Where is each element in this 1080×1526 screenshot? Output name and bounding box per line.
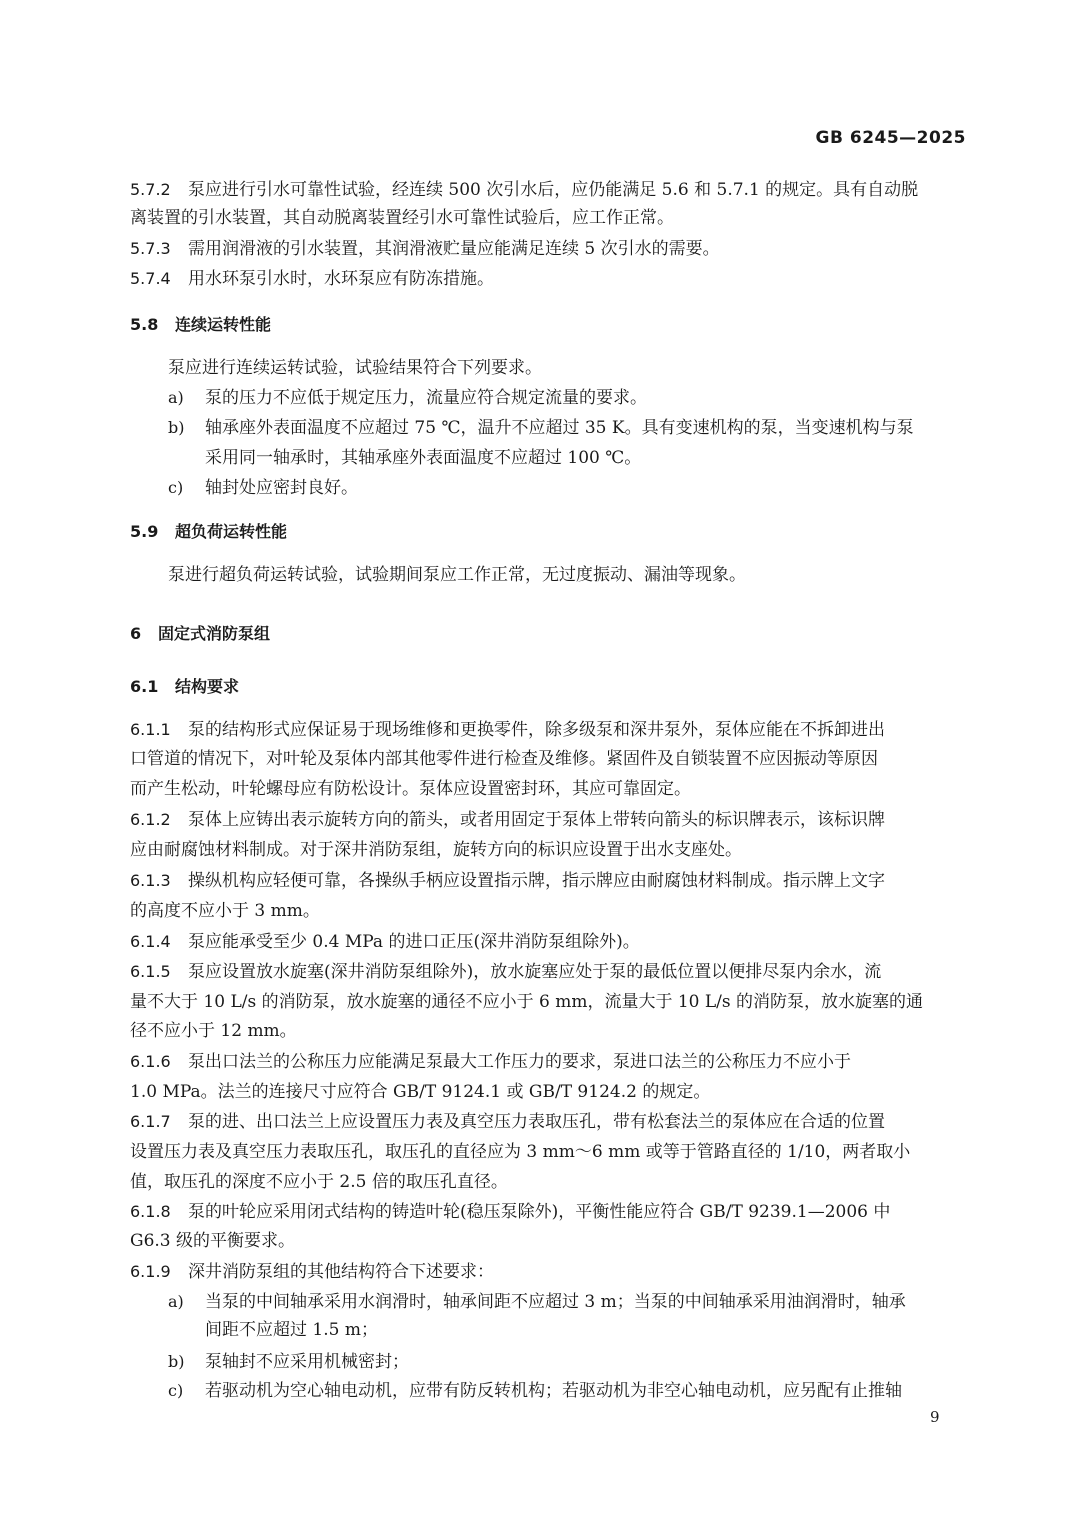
clause-text: 径不应小于 12 mm。 (130, 1021, 297, 1041)
clause-text: 泵体上应铸出表示旋转方向的箭头，或者用固定于泵体上带转向箭头的标识牌表示，该标识牌 (188, 810, 885, 830)
page-number: 9 (930, 1408, 940, 1426)
clause-text: 的高度不应小于 3 mm。 (130, 901, 320, 921)
list-marker: a) (168, 388, 184, 407)
clause-number: 5.7.4 (130, 269, 171, 288)
list-marker: c) (168, 478, 184, 497)
list-item-text: 轴承座外表面温度不应超过 75 ℃，温升不应超过 35 K。具有变速机构的泵，当变速机构与泵 (205, 418, 914, 438)
section-number: 6.1 (130, 677, 159, 696)
section-title: 超负荷运转性能 (175, 522, 288, 541)
list-item-text: 泵的压力不应低于规定压力，流量应符合规定流量的要求。 (205, 388, 647, 408)
clause-number: 6.1.2 (130, 810, 171, 829)
clause-number: 6.1.8 (130, 1202, 171, 1221)
clause-text: 泵应设置放水旋塞(深井消防泵组除外)，放水旋塞应处于泵的最低位置以便排尽泵内余水，流 (188, 962, 882, 982)
clause-number: 5.7.3 (130, 239, 171, 258)
clause-number: 5.7.2 (130, 180, 171, 199)
clause-text: 量不大于 10 L/s 的消防泵，放水旋塞的通径不应小于 6 mm，流量大于 10 L/s 的消防泵，放水旋塞的通 (130, 992, 924, 1012)
chapter-title: 固定式消防泵组 (158, 624, 271, 643)
clause-text: 泵应能承受至少 0.4 MPa 的进口正压(深井消防泵组除外)。 (188, 932, 640, 952)
clause-text: 离装置的引水装置，其自动脱离装置经引水可靠性试验后，应工作正常。 (130, 208, 674, 228)
list-marker: a) (168, 1292, 184, 1311)
clause-number: 6.1.3 (130, 871, 171, 890)
clause-number: 6.1.7 (130, 1112, 171, 1131)
standard-number: GB 6245—2025 (815, 128, 966, 148)
section-title: 结构要求 (175, 677, 240, 696)
clause-text: 1.0 MPa。法兰的连接尺寸应符合 GB/T 9124.1 或 GB/T 9124.2 的规定。 (130, 1082, 711, 1102)
clause-text: 深井消防泵组的其他结构符合下述要求： (188, 1262, 494, 1282)
clause-text: 泵出口法兰的公称压力应能满足泵最大工作压力的要求，泵进口法兰的公称压力不应小于 (188, 1052, 851, 1072)
list-item-text: 若驱动机为空心轴电动机，应带有防反转机构；若驱动机为非空心轴电动机，应另配有止推轴 (205, 1381, 902, 1401)
list-item-text: 泵轴封不应采用机械密封； (205, 1352, 409, 1372)
list-marker: b) (168, 418, 185, 437)
section-number: 5.8 (130, 315, 159, 334)
list-item-text: 采用同一轴承时，其轴承座外表面温度不应超过 100 ℃。 (205, 448, 642, 468)
clause-text: 而产生松动，叶轮螺母应有防松设计。泵体应设置密封环，其应可靠固定。 (130, 779, 691, 799)
clause-text: 泵的结构形式应保证易于现场维修和更换零件，除多级泵和深井泵外，泵体应能在不拆卸进出 (188, 720, 885, 740)
clause-text: 需用润滑液的引水装置，其润滑液贮量应能满足连续 5 次引水的需要。 (188, 239, 720, 259)
paragraph-text: 泵进行超负荷运转试验，试验期间泵应工作正常，无过度振动、漏油等现象。 (168, 565, 746, 585)
clause-text: 用水环泵引水时，水环泵应有防冻措施。 (188, 269, 494, 289)
chapter-number: 6 (130, 624, 142, 643)
clause-number: 6.1.9 (130, 1262, 171, 1281)
paragraph-text: 泵应进行连续运转试验，试验结果符合下列要求。 (168, 358, 542, 378)
clause-text: 口管道的情况下，对叶轮及泵体内部其他零件进行检查及维修。紧固件及自锁装置不应因振动等原因 (130, 749, 878, 769)
list-item-text: 间距不应超过 1.5 m； (205, 1320, 378, 1340)
clause-text: 值，取压孔的深度不应小于 2.5 倍的取压孔直径。 (130, 1172, 508, 1192)
clause-text: 泵的进、出口法兰上应设置压力表及真空压力表取压孔，带有松套法兰的泵体应在合适的位置 (188, 1112, 885, 1132)
section-number: 5.9 (130, 522, 159, 541)
list-marker: c) (168, 1381, 184, 1400)
clause-text: 泵应进行引水可靠性试验，经连续 500 次引水后，应仍能满足 5.6 和 5.7.1 的规定。具有自动脱 (188, 180, 919, 200)
list-item-text: 当泵的中间轴承采用水润滑时，轴承间距不应超过 3 m；当泵的中间轴承采用油润滑时，轴承 (205, 1292, 906, 1312)
section-title: 连续运转性能 (175, 315, 272, 334)
clause-number: 6.1.6 (130, 1052, 171, 1071)
clause-text: 应由耐腐蚀材料制成。对于深井消防泵组，旋转方向的标识应设置于出水支座处。 (130, 840, 742, 860)
clause-number: 6.1.1 (130, 720, 171, 739)
list-marker: b) (168, 1352, 185, 1371)
clause-text: G6.3 级的平衡要求。 (130, 1231, 296, 1251)
list-item-text: 轴封处应密封良好。 (205, 478, 358, 498)
clause-text: 操纵机构应轻便可靠，各操纵手柄应设置指示牌，指示牌应由耐腐蚀材料制成。指示牌上文字 (188, 871, 885, 891)
clause-text: 设置压力表及真空压力表取压孔，取压孔的直径应为 3 mm～6 mm 或等于管路直径的 1/10，两者取小 (130, 1142, 911, 1162)
clause-number: 6.1.4 (130, 932, 171, 951)
clause-number: 6.1.5 (130, 962, 171, 981)
clause-text: 泵的叶轮应采用闭式结构的铸造叶轮(稳压泵除外)，平衡性能应符合 GB/T 9239.1—2006 中 (188, 1202, 891, 1222)
